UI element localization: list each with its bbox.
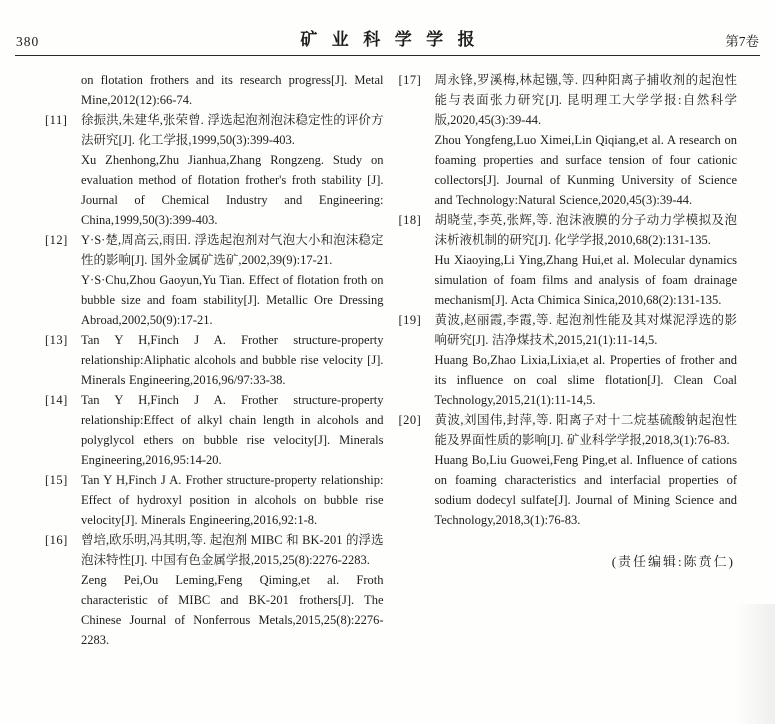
reference-paragraph: 胡晓莹,李英,张辉,等. 泡沫液膜的分子动力学模拟及泡沫析液机制的研究[J]. 化学学报,2010,68(2):131-135. bbox=[434, 213, 737, 247]
reference-number: [12] bbox=[45, 233, 68, 247]
reference-item bbox=[399, 410, 738, 530]
reference-paragraph: 曾培,欧乐明,冯其明,等. 起泡剂 MIBC 和 BK-201 的浮选泡沫特性[J]. 中国有色金属学报,2015,25(8):2276-2283. bbox=[81, 533, 384, 567]
reference-item bbox=[45, 110, 384, 230]
reference-paragraph: 周永锋,罗溪梅,林起镪,等. 四种阳离子捕收剂的起泡性能与表面张力研究[J]. 昆明理工大学学报:自然科学版,2020,45(3):39-44. bbox=[434, 73, 737, 127]
reference-paragraph: Tan Y H,Finch J A. Frother structure-property relationship:Effect of alkyl chain length in alcohols and polyglycol ethers on bubble rise velocity[J]. Minerals Engineering,2016,95:14-20. bbox=[81, 393, 384, 467]
page-header bbox=[16, 26, 759, 50]
reference-paragraph: Xu Zhenhong,Zhu Jianhua,Zhang Rongzeng. Study on evaluation method of flotation frother's froth stability [J]. Journal of Chemical Industry and Engineering: China,1999,50(3):399-403. bbox=[81, 153, 384, 227]
reference-paragraph: Huang Bo,Liu Guowei,Feng Ping,et al. Influence of cations on foaming characteristics and interfacial properties of sodium dodecyl sulfate[J]. Journal of Mining Science and Technology,2018,3(1):76-83. bbox=[434, 453, 737, 527]
reference-item bbox=[45, 70, 384, 110]
reference-body bbox=[435, 410, 738, 530]
reference-paragraph: 黄波,赵丽霞,李霞,等. 起泡剂性能及其对煤泥浮选的影响研究[J]. 洁净煤技术,2015,21(1):11-14,5. bbox=[434, 313, 737, 347]
references-column-left bbox=[45, 70, 384, 716]
reference-number: [16] bbox=[45, 533, 68, 547]
reference-body bbox=[81, 390, 384, 470]
reference-item bbox=[45, 230, 384, 330]
reference-number: [13] bbox=[45, 333, 68, 347]
editor-note: (责任编辑:陈贲仁) bbox=[611, 554, 735, 569]
reference-number: [14] bbox=[45, 393, 68, 407]
reference-item bbox=[45, 470, 384, 530]
reference-number: [20] bbox=[398, 413, 422, 427]
reference-item bbox=[399, 70, 738, 210]
reference-paragraph: Tan Y H,Finch J A. Frother structure-property relationship: Effect of hydroxyl position in alcohols on bubble rise velocity[J]. Minerals Engineering,2016,92:1-8. bbox=[81, 473, 384, 527]
scan-edge-shading bbox=[735, 604, 775, 724]
references-column-right bbox=[399, 70, 738, 716]
reference-body bbox=[435, 210, 738, 310]
references-section bbox=[45, 70, 737, 716]
reference-paragraph: on flotation frothers and its research progress[J]. Metal Mine,2012(12):66-74. bbox=[81, 73, 384, 107]
reference-body bbox=[81, 530, 384, 650]
journal-title: 矿业科学学报 bbox=[300, 30, 490, 49]
reference-paragraph: Y·S·Chu,Zhou Gaoyun,Yu Tian. Effect of flotation froth on bubble size and foam stability[J]. Metallic Ore Dressing Abroad,2002,50(9):17-21. bbox=[81, 273, 384, 327]
reference-paragraph: Zhou Yongfeng,Luo Ximei,Lin Qiqiang,et al. A research on foaming properties and surface tension of four cationic collectors[J]. Journal of Kunming University of Science and Technology:Natural Science,2020,45(3):39-44. bbox=[434, 133, 737, 207]
reference-paragraph: Huang Bo,Zhao Lixia,Lixia,et al. Properties of frother and its influence on coal slime flotation[J]. Clean Coal Technology,2015,21(1):11-14,5. bbox=[434, 353, 737, 407]
page-number: 380 bbox=[16, 34, 40, 49]
reference-item bbox=[45, 390, 384, 470]
reference-item bbox=[399, 210, 738, 310]
reference-item bbox=[45, 530, 384, 650]
reference-paragraph: 徐振洪,朱建华,张荣曾. 浮选起泡剂泡沫稳定性的评价方法研究[J]. 化工学报,1999,50(3):399-403. bbox=[81, 113, 384, 147]
reference-body bbox=[81, 330, 384, 390]
reference-item bbox=[45, 330, 384, 390]
reference-number: [15] bbox=[45, 473, 68, 487]
reference-body bbox=[435, 70, 738, 210]
reference-body bbox=[81, 470, 384, 530]
header-rule bbox=[15, 55, 760, 56]
reference-body bbox=[81, 230, 384, 330]
reference-number: [17] bbox=[398, 73, 422, 87]
reference-paragraph: Zeng Pei,Ou Leming,Feng Qiming,et al. Froth characteristic of MIBC and BK-201 frothers[J]. The Chinese Journal of Nonferrous Metals,2015,25(8):2276-2283. bbox=[81, 573, 384, 647]
reference-number: [18] bbox=[398, 213, 422, 227]
reference-paragraph: Y·S·楚,周高云,雨田. 浮选起泡剂对气泡大小和泡沫稳定性的影响[J]. 国外金属矿选矿,2002,39(9):17-21. bbox=[81, 233, 384, 267]
reference-number: [11] bbox=[45, 113, 68, 127]
reference-item bbox=[399, 310, 738, 410]
reference-paragraph: Tan Y H,Finch J A. Frother structure-property relationship:Aliphatic alcohols and bubble rise velocity [J]. Minerals Engineering,2016,96/97:33-38. bbox=[81, 333, 384, 387]
reference-paragraph: 黄波,刘国伟,封萍,等. 阳离子对十二烷基硫酸钠起泡性能及界面性质的影响[J]. 矿业科学学报,2018,3(1):76-83. bbox=[434, 413, 737, 447]
reference-number: [19] bbox=[398, 313, 422, 327]
reference-paragraph: Hu Xiaoying,Li Ying,Zhang Hui,et al. Molecular dynamics simulation of foam films and analysis of foam drainage mechanism[J]. Acta Chimica Sinica,2010,68(2):131-135. bbox=[434, 253, 737, 307]
reference-body bbox=[81, 70, 384, 110]
volume-label: 第7卷 bbox=[725, 34, 759, 49]
reference-body bbox=[81, 110, 384, 230]
reference-body bbox=[435, 310, 738, 410]
